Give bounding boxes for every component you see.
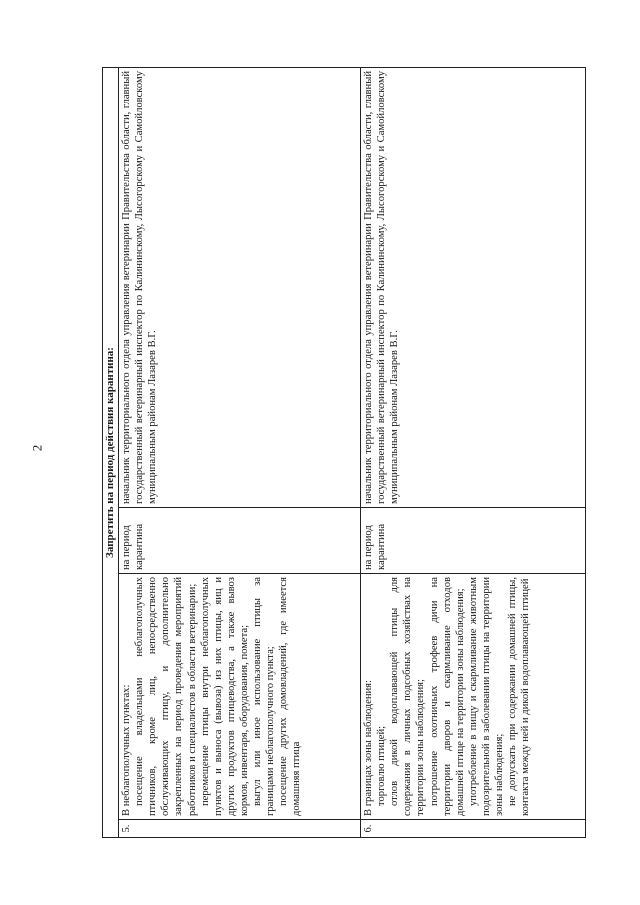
- term-cell: на период карантина: [361, 508, 586, 574]
- row-number: 5.: [119, 820, 361, 838]
- rotated-sheet: [102, 68, 586, 838]
- table-row: [361, 67, 586, 837]
- table-header-row: [103, 67, 119, 837]
- measure-item: В границах зоны наблюдения:: [363, 680, 375, 816]
- quarantine-measures-table: [102, 67, 586, 838]
- term-cell: на период карантина: [119, 508, 361, 574]
- measure-item: употребление в пищу и скармливание животным подозрительной в заболевании птицы на территории зоны наблюдения;: [467, 577, 505, 816]
- measure-item: перемещение птицы внутри неблагополучных пунктов и выноса (вывоза) из них птицы, яиц и других продуктов птицеводства, а также вывоз кормов, инвентаря, оборудования, помета;: [199, 577, 250, 816]
- row-number: 6.: [361, 820, 586, 838]
- page-number: 2: [29, 444, 45, 452]
- measure-item: отлов дикой водоплавающей птицы для содержания в личных подсобных хозяйствах на территории зоны наблюдения;: [389, 577, 427, 816]
- measure-item: выгул или иное использование птицы за границами неблагополучного пункта;: [252, 577, 277, 816]
- measure-item: не допускать при содержании домашней птицы, контакта между ней и дикой водоплавающей птицей: [507, 577, 532, 816]
- section-header: Запретить на период действия карантина:: [103, 67, 119, 837]
- measure-item: В неблагополучных пунктах:: [121, 684, 133, 816]
- measure-item: потрошение охотничьих трофеев дичи на территории дворов и скармливание отходов домашней птице на территории зоны наблюдения;: [428, 577, 466, 816]
- measure-item: торговлю птицей;: [376, 725, 388, 806]
- table-row: [119, 67, 361, 837]
- responsible-cell: начальник территориального отдела управления ветеринарии Правительства области, главный государственный ветеринарный инспектор по Калининскому, Лысогорскому и Самойловскому муниципальным районам Лазарев В.Г.: [361, 67, 586, 507]
- measures-cell: [361, 574, 586, 820]
- responsible-cell: начальник территориального отдела управления ветеринарии Правительства области, главный государственный ветеринарный инспектор по Калининскому, Лысогорскому и Самойловскому муниципальным районам Лазарев В.Г.: [119, 67, 361, 507]
- measure-item: посещение других домовладений, где имеется домашняя птица: [278, 577, 303, 816]
- measure-item: посещение владельцами неблагополучных птичников, кроме лиц, непосредственно обслуживающих птицу, и дополнительно закрепленных на период проведения мероприятий работников и специалистов в области ветеринарии;: [134, 577, 198, 816]
- measures-cell: [119, 574, 361, 820]
